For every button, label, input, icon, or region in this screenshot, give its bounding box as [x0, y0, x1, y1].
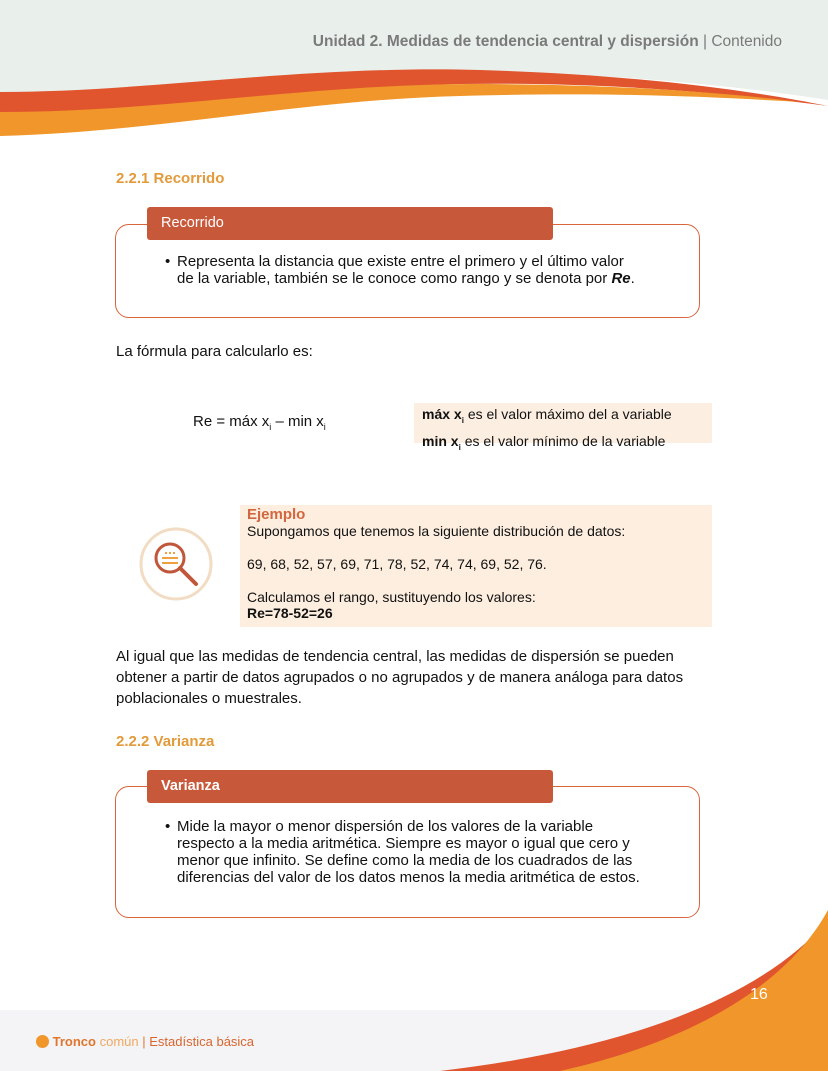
tree-logo-icon: [36, 1035, 49, 1048]
section-heading-recorrido: 2.2.1 Recorrido: [116, 170, 225, 187]
varianza-bullet: • Mide la mayor o menor dispersión de los valores de la variable respecto a la media aritmética. Siempre es mayor o igual que cero y menor que infinito. Se define como la media de los cuadrados de las diferencias del valor de los datos menos la media aritmética de estos.: [165, 818, 640, 886]
header-swoosh: [0, 0, 828, 140]
formula: Re = máx $x_i$ – $\min x_i$: [193, 413, 326, 432]
definition-min: $\min x_i$ es el valor mínimo de la variable: [422, 432, 666, 452]
formula-intro: La fórmula para calcularlo es:: [116, 343, 313, 360]
example-data: 69, 68, 52, 57, 69, 71, 78, 52, 74, 74, 69, 52, 76.: [247, 556, 547, 572]
definitions-box: [414, 403, 712, 452]
example-result: Re=78-52=26: [247, 605, 333, 621]
varianza-box-title: Varianza: [147, 770, 553, 803]
example-intro: Supongamos que tenemos la siguiente distribución de datos:: [247, 523, 626, 539]
recorrido-box-title: Recorrido: [147, 207, 553, 240]
body-paragraph: Al igual que las medidas de tendencia central, las medidas de dispersión se pueden obtener a partir de datos agrupados o no agrupados y de manera análoga para datos poblacionales o muestrales.: [116, 648, 684, 707]
header-title: Unidad 2. Medidas de tendencia central y dispersión | Contenido: [312, 33, 782, 50]
section-heading-varianza: 2.2.2 Varianza: [116, 733, 215, 750]
recorrido-bullet: • Representa la distancia que existe entre el primero y el último valor de la variable, también se le conoce como rango y se denota por Re.: [165, 253, 635, 287]
definition-max: máx $x_i$ es el valor máximo del a variable: [422, 406, 672, 425]
example-box: [240, 505, 712, 627]
footer-brand: Tronco común | Estadística básica: [36, 1034, 254, 1049]
example-heading: Ejemplo: [247, 506, 306, 523]
page-number: 16: [750, 986, 768, 1003]
example-calc-intro: Calculamos el rango, sustituyendo los valores:: [247, 589, 536, 605]
magnifier-icon: [138, 526, 214, 602]
